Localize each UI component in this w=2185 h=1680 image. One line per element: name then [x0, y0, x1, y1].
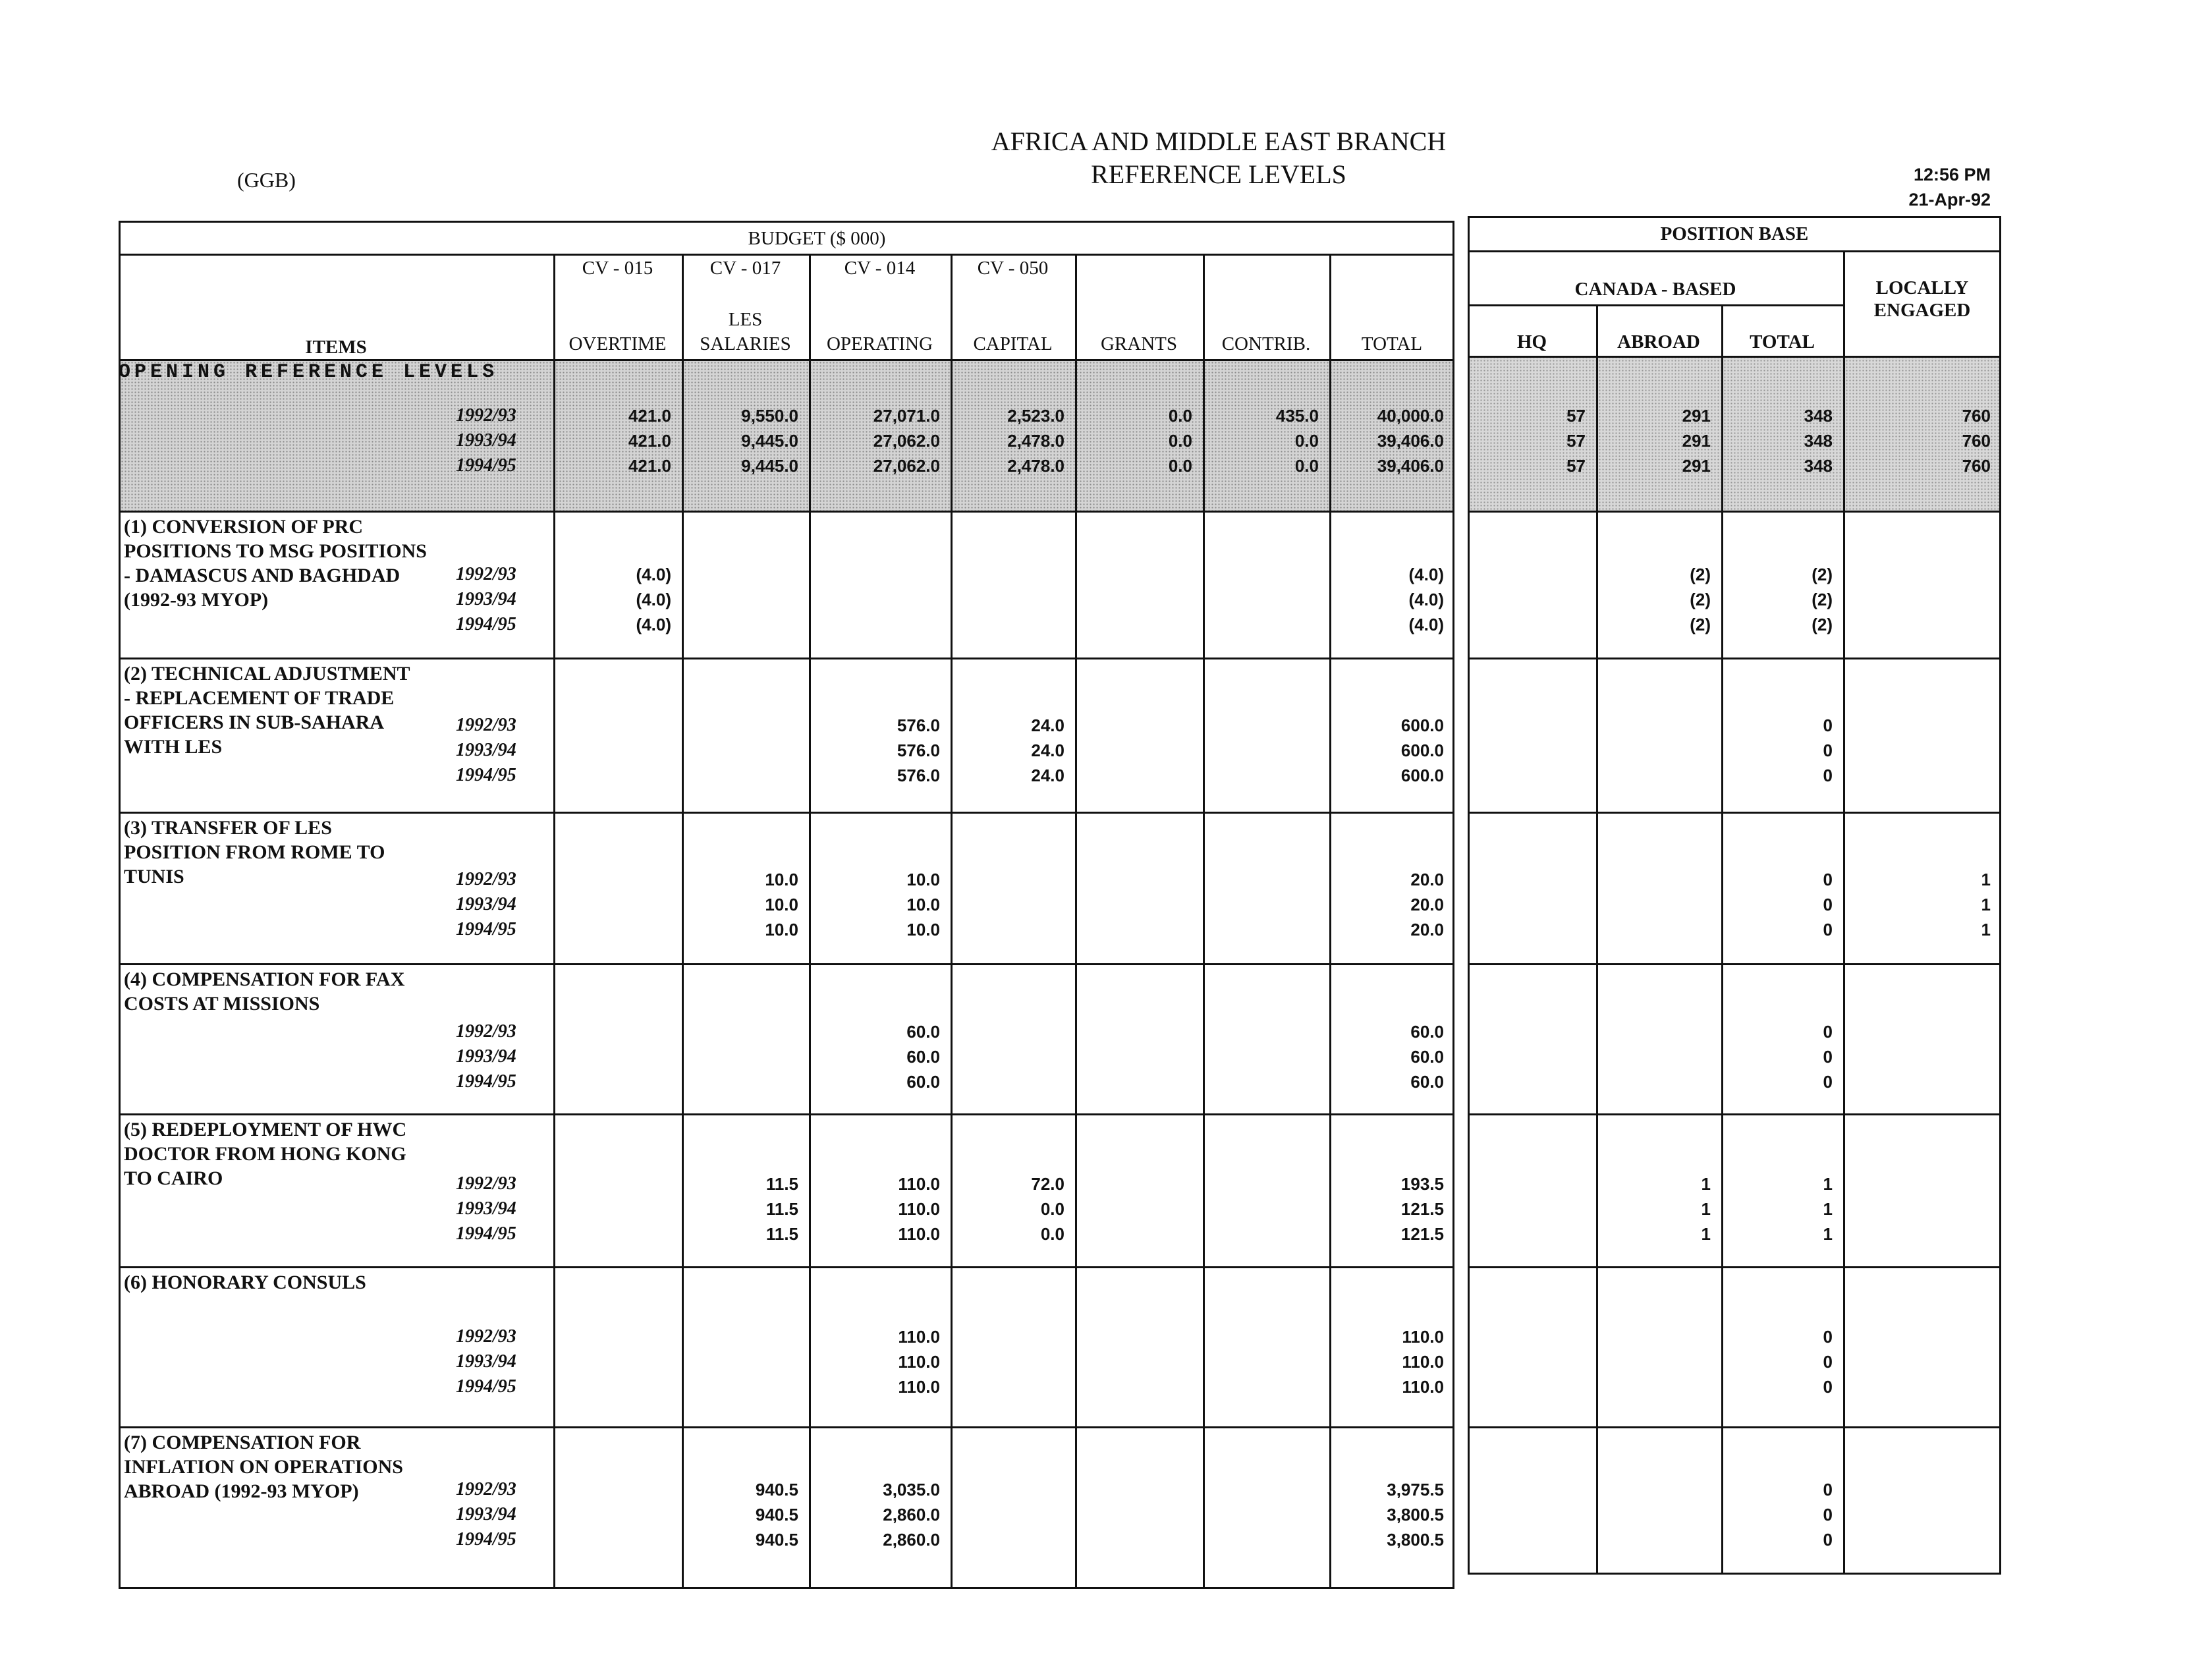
fiscal-year: 1993/94 [456, 1504, 516, 1525]
table-cell: 110.0 [898, 1327, 940, 1347]
table-cell: 121.5 [1400, 1224, 1444, 1244]
table-cell: 60.0 [906, 1047, 940, 1067]
document-subtitle: REFERENCE LEVELS [1091, 159, 1346, 189]
table-cell: 0 [1823, 920, 1833, 939]
table-cell: 0.0 [1294, 456, 1319, 476]
document-title: AFRICA AND MIDDLE EAST BRANCH [991, 126, 1447, 156]
table-cell: 435.0 [1275, 406, 1319, 426]
table-cell: 27,071.0 [873, 406, 940, 426]
table-cell: 1 [1981, 870, 1991, 889]
table-cell: 110.0 [1402, 1352, 1444, 1372]
table-cell: 291 [1682, 406, 1711, 426]
table-cell: 1 [1981, 920, 1991, 939]
table-cell: 348 [1804, 431, 1833, 451]
table-cell: 3,800.5 [1387, 1530, 1444, 1550]
table-cell: 1 [1823, 1224, 1833, 1244]
table-cell: (4.0) [636, 615, 671, 634]
position-header-bottom-rule [1468, 356, 2001, 358]
table-cell: 421.0 [628, 431, 671, 451]
table-cell: 940.5 [755, 1480, 798, 1499]
table-cell: 600.0 [1400, 741, 1444, 760]
table-cell: 0 [1823, 766, 1833, 785]
table-cell: (4.0) [636, 590, 671, 609]
table-cell: 576.0 [897, 766, 940, 785]
table-cell: (4.0) [1408, 565, 1444, 584]
table-cell: (4.0) [1408, 590, 1444, 609]
table-cell: 2,860.0 [883, 1530, 940, 1550]
table-cell: 600.0 [1400, 715, 1444, 735]
table-cell: 193.5 [1400, 1174, 1444, 1194]
row-separator [1468, 1426, 2001, 1428]
column-header: CAPITAL [973, 333, 1053, 354]
table-cell: 110.0 [898, 1352, 940, 1372]
table-cell: 11.5 [765, 1224, 798, 1244]
table-cell: 60.0 [1410, 1022, 1444, 1042]
table-cell: 760 [1962, 431, 1991, 451]
fiscal-year: 1993/94 [456, 430, 516, 451]
budget-header: BUDGET ($ 000) [748, 228, 886, 249]
table-cell: 0.0 [1168, 456, 1192, 476]
table-cell: 24.0 [1031, 715, 1065, 735]
column-code: CV - 014 [844, 258, 916, 279]
table-cell: 940.5 [755, 1530, 798, 1550]
table-cell: 60.0 [1410, 1047, 1444, 1067]
table-cell: 60.0 [906, 1022, 940, 1042]
table-cell: 0 [1823, 741, 1833, 760]
table-cell: 576.0 [897, 741, 940, 760]
document-code: (GGB) [237, 168, 296, 192]
table-cell: 39,406.0 [1377, 456, 1444, 476]
table-cell: 0 [1823, 870, 1833, 889]
column-header: GRANTS [1100, 333, 1177, 354]
table-cell: 0.0 [1168, 406, 1192, 426]
column-code: CV - 050 [977, 258, 1049, 279]
table-cell: 0 [1823, 895, 1833, 914]
column-header: TOTAL [1361, 333, 1423, 354]
table-cell: 0 [1823, 1530, 1833, 1550]
table-cell: 24.0 [1031, 741, 1065, 760]
table-cell: 1 [1701, 1174, 1711, 1194]
table-cell: 0 [1823, 1047, 1833, 1067]
table-cell: (2) [1690, 565, 1711, 584]
print-time: 12:56 PM [1913, 165, 1991, 184]
table-cell: 1 [1701, 1224, 1711, 1244]
table-cell: 2,523.0 [1007, 406, 1065, 426]
column-header: OPERATING [826, 333, 933, 354]
table-cell: (2) [1812, 590, 1833, 609]
table-cell: 10.0 [765, 870, 798, 889]
table-cell: 600.0 [1400, 766, 1444, 785]
table-cell: 57 [1566, 431, 1586, 451]
table-cell: (2) [1812, 565, 1833, 584]
row-separator [1468, 658, 2001, 659]
table-cell: 27,062.0 [873, 456, 940, 476]
table-cell: 27,062.0 [873, 431, 940, 451]
table-cell: 40,000.0 [1377, 406, 1444, 426]
position-column-header: TOTAL [1750, 331, 1815, 352]
row-separator [119, 658, 1454, 659]
table-cell: 421.0 [628, 456, 671, 476]
canada-based-rule [1468, 304, 1843, 306]
table-cell: 3,800.5 [1387, 1505, 1444, 1525]
row-separator [119, 812, 1454, 814]
column-header: OVERTIME [568, 333, 667, 354]
table-cell: (2) [1690, 590, 1711, 609]
table-cell: 39,406.0 [1377, 431, 1444, 451]
fiscal-year: 1994/95 [456, 1071, 516, 1092]
table-cell: 110.0 [898, 1199, 940, 1219]
table-cell: 110.0 [1402, 1377, 1444, 1397]
table-cell: 0 [1823, 1072, 1833, 1092]
table-cell: 576.0 [897, 715, 940, 735]
fiscal-year: 1994/95 [456, 765, 516, 785]
table-cell: 3,035.0 [883, 1480, 940, 1499]
table-cell: 20.0 [1410, 895, 1444, 914]
fiscal-year: 1994/95 [456, 614, 516, 634]
row-separator [1468, 1266, 2001, 1268]
fiscal-year: 1994/95 [456, 455, 516, 476]
fiscal-year: 1994/95 [456, 919, 516, 939]
table-cell: 10.0 [906, 870, 940, 889]
table-cell: 0.0 [1040, 1224, 1065, 1244]
table-cell: 10.0 [906, 895, 940, 914]
column-code: CV - 017 [709, 258, 781, 279]
table-cell: 348 [1804, 456, 1833, 476]
table-cell: 940.5 [755, 1505, 798, 1525]
table-cell: 760 [1962, 406, 1991, 426]
position-column-rule [1596, 304, 1598, 1575]
fiscal-year: 1992/93 [456, 405, 516, 426]
table-cell: 110.0 [898, 1224, 940, 1244]
table-cell: 57 [1566, 406, 1586, 426]
table-cell: 348 [1804, 406, 1833, 426]
table-cell: 10.0 [906, 920, 940, 939]
items-header: ITEMS [305, 337, 367, 358]
column-header: SALARIES [700, 333, 791, 354]
table-cell: 11.5 [765, 1174, 798, 1194]
table-cell: 11.5 [765, 1199, 798, 1219]
table-cell: 110.0 [898, 1377, 940, 1397]
canada-based-header: CANADA - BASED [1574, 279, 1736, 300]
item-label: (6) HONORARY CONSULS [124, 1272, 366, 1293]
row-separator [1468, 1113, 2001, 1115]
row-separator [119, 963, 1454, 965]
fiscal-year: 1993/94 [456, 740, 516, 760]
budget-header-rule [119, 254, 1454, 256]
opening-reference-levels-label: OPENING REFERENCE LEVELS [119, 361, 499, 383]
table-cell: 2,860.0 [883, 1505, 940, 1525]
table-cell: 1 [1823, 1174, 1833, 1194]
table-cell: 60.0 [906, 1072, 940, 1092]
row-separator [119, 1266, 1454, 1268]
table-cell: 57 [1566, 456, 1586, 476]
fiscal-year: 1992/93 [456, 1021, 516, 1042]
fiscal-year: 1992/93 [456, 1326, 516, 1347]
table-cell: 0 [1823, 715, 1833, 735]
table-cell: 10.0 [765, 920, 798, 939]
table-cell: 0 [1823, 1480, 1833, 1499]
table-cell: 760 [1962, 456, 1991, 476]
row-separator [119, 1426, 1454, 1428]
row-separator [119, 511, 1454, 513]
row-separator [1468, 511, 2001, 513]
column-code: CV - 015 [582, 258, 653, 279]
table-cell: 0.0 [1040, 1199, 1065, 1219]
table-cell: 10.0 [765, 895, 798, 914]
table-cell: 421.0 [628, 406, 671, 426]
column-header: CONTRIB. [1221, 333, 1311, 354]
fiscal-year: 1993/94 [456, 1351, 516, 1372]
position-header-rule [1468, 250, 2001, 252]
table-cell: 1 [1701, 1199, 1711, 1219]
fiscal-year: 1992/93 [456, 869, 516, 889]
fiscal-year: 1994/95 [456, 1223, 516, 1244]
table-cell: 9,550.0 [741, 406, 798, 426]
table-cell: (4.0) [636, 565, 671, 584]
table-cell: 0.0 [1168, 431, 1192, 451]
table-cell: 291 [1682, 431, 1711, 451]
table-cell: 0 [1823, 1327, 1833, 1347]
table-cell: 0 [1823, 1505, 1833, 1525]
table-cell: 1 [1981, 895, 1991, 914]
table-cell: 110.0 [898, 1174, 940, 1194]
table-cell: 0 [1823, 1022, 1833, 1042]
table-cell: 0.0 [1294, 431, 1319, 451]
column-header-line: LES [728, 309, 763, 330]
row-separator [1468, 963, 2001, 965]
table-cell: 24.0 [1031, 766, 1065, 785]
table-cell: (2) [1812, 615, 1833, 634]
table-cell: 72.0 [1031, 1174, 1065, 1194]
fiscal-year: 1993/94 [456, 589, 516, 609]
position-column-header: ABROAD [1617, 331, 1700, 352]
fiscal-year: 1993/94 [456, 1198, 516, 1219]
fiscal-year: 1994/95 [456, 1529, 516, 1550]
table-cell: 9,445.0 [741, 431, 798, 451]
item-label: (7) COMPENSATION FOR INFLATION ON OPERATIONS ABROAD (1992-93 MYOP) [124, 1432, 403, 1502]
table-cell: 110.0 [1402, 1327, 1444, 1347]
position-base-header: POSITION BASE [1660, 223, 1809, 244]
position-column-header: HQ [1516, 331, 1547, 352]
table-cell: 1 [1823, 1199, 1833, 1219]
table-cell: 291 [1682, 456, 1711, 476]
table-cell: 60.0 [1410, 1072, 1444, 1092]
fiscal-year: 1992/93 [456, 564, 516, 584]
fiscal-year: 1993/94 [456, 894, 516, 914]
item-label: (4) COMPENSATION FOR FAX COSTS AT MISSIONS [124, 968, 405, 1015]
position-column-header: LOCALLY ENGAGED [1873, 277, 1971, 321]
row-separator [1468, 812, 2001, 814]
table-cell: 2,478.0 [1007, 431, 1065, 451]
row-separator [119, 1113, 1454, 1115]
table-cell: 20.0 [1410, 870, 1444, 889]
fiscal-year: 1992/93 [456, 715, 516, 735]
fiscal-year: 1992/93 [456, 1173, 516, 1194]
table-cell: 9,445.0 [741, 456, 798, 476]
table-cell: (4.0) [1408, 615, 1444, 634]
table-cell: 3,975.5 [1387, 1480, 1444, 1499]
fiscal-year: 1994/95 [456, 1376, 516, 1397]
item-label: (2) TECHNICAL ADJUSTMENT - REPLACEMENT OF TRADE OFFICERS IN SUB-SAHARA WITH LES [124, 663, 410, 758]
table-cell: 20.0 [1410, 920, 1444, 939]
item-label: (5) REDEPLOYMENT OF HWC DOCTOR FROM HONG KONG TO CAIRO [124, 1119, 407, 1189]
table-cell: (2) [1690, 615, 1711, 634]
table-cell: 2,478.0 [1007, 456, 1065, 476]
item-label: (1) CONVERSION OF PRC POSITIONS TO MSG POSITIONS - DAMASCUS AND BAGHDAD (1992-93 MYOP) [124, 516, 427, 611]
item-label: (3) TRANSFER OF LES POSITION FROM ROME TO TUNIS [124, 817, 385, 887]
print-date: 21-Apr-92 [1908, 190, 1991, 210]
table-cell: 0 [1823, 1377, 1833, 1397]
fiscal-year: 1993/94 [456, 1046, 516, 1067]
table-cell: 121.5 [1400, 1199, 1444, 1219]
table-cell: 0 [1823, 1352, 1833, 1372]
fiscal-year: 1992/93 [456, 1479, 516, 1499]
